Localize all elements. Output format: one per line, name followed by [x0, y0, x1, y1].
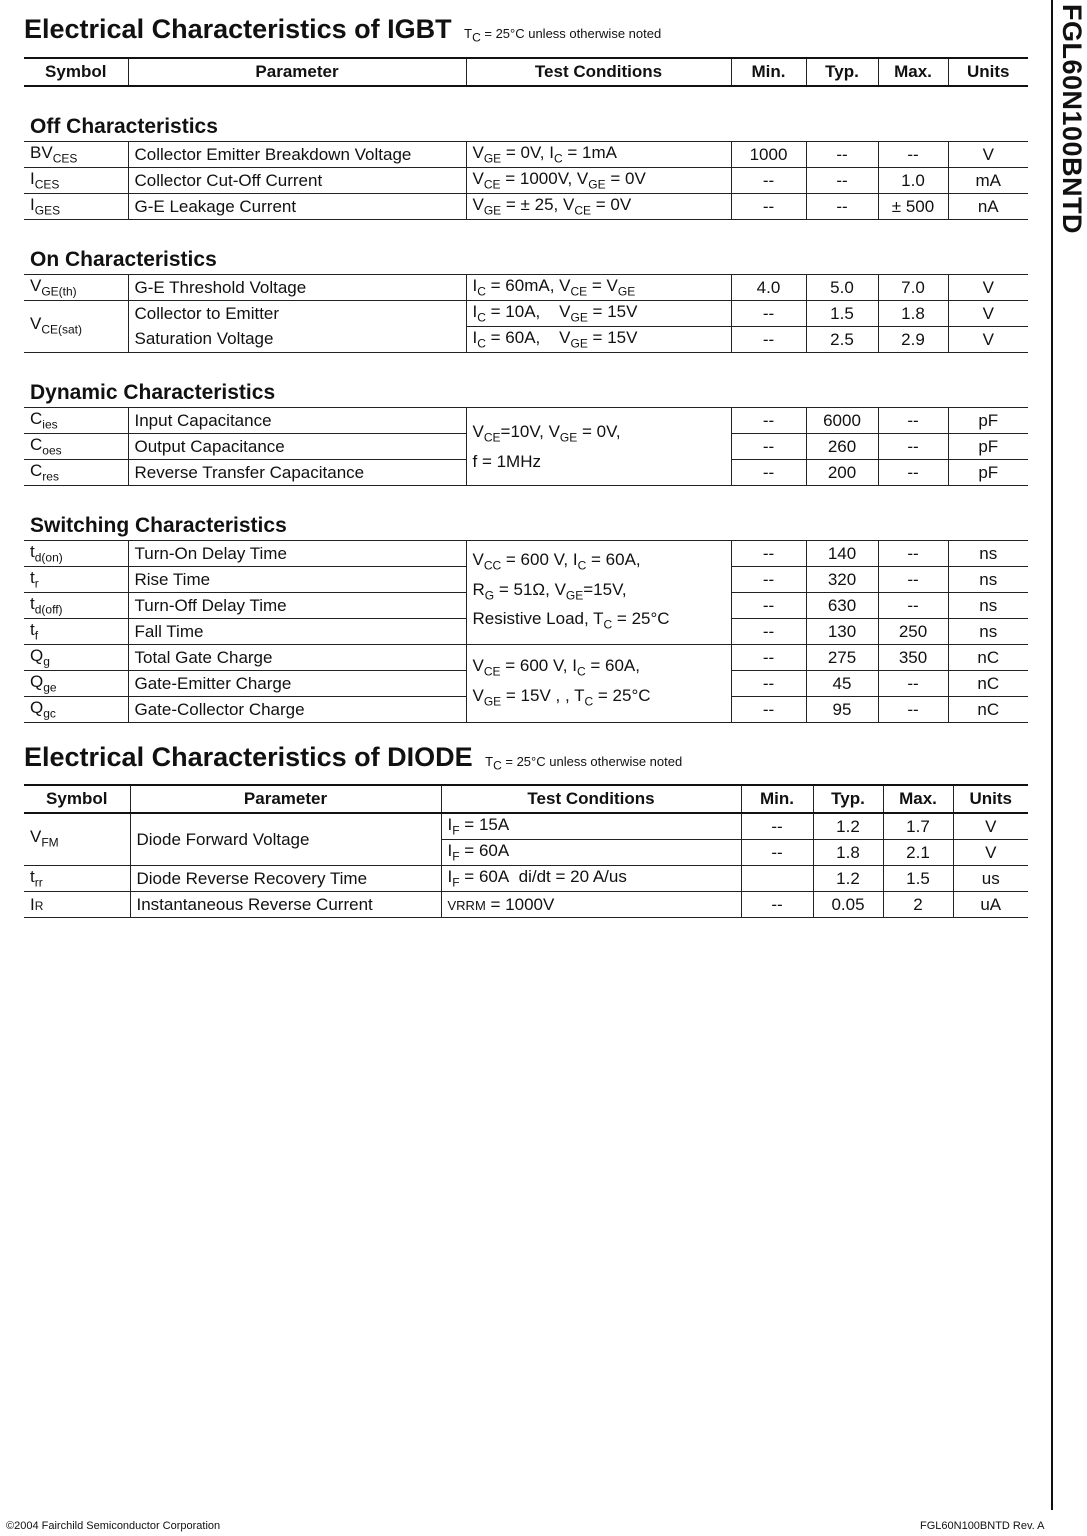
unit-cell: ns [948, 619, 1028, 645]
param-cell: Input Capacitance [128, 408, 466, 434]
cond-cell: $I_C = 60mA$, $V_{CE} = V_{GE}$ [466, 275, 731, 301]
diode-title: Electrical Characteristics of DIODE [24, 742, 473, 772]
cond-dynamic-line2: f = 1MHz [472, 451, 541, 471]
typ-cell: 2.5 [806, 327, 878, 353]
max-cell: 1.5 [883, 866, 953, 892]
typ-cell: 0.05 [813, 892, 883, 918]
typ-cell: 630 [806, 593, 878, 619]
param-cell: Gate-Emitter Charge [128, 671, 466, 697]
min-cell: -- [731, 194, 806, 220]
unit-cell: V [948, 142, 1028, 168]
symbol-tr: $t_r$ [24, 567, 128, 593]
typ-cell: 260 [806, 434, 878, 460]
symbol-vfm: $V_{FM}$ [24, 813, 130, 866]
param-cell: G-E Threshold Voltage [128, 275, 466, 301]
unit-cell: ns [948, 567, 1028, 593]
max-cell: -- [878, 567, 948, 593]
cond-cell: $V_{GE}$ = ± 25, $V_{CE} = 0V$ [466, 194, 731, 220]
param-cell: Output Capacitance [128, 434, 466, 460]
symbol-cies: $C_{ies}$ [24, 408, 128, 434]
table-row [24, 275, 1028, 301]
col-units: Units [953, 785, 1028, 813]
min-cell: -- [731, 408, 806, 434]
unit-cell: pF [948, 460, 1028, 486]
param-cell: Fall Time [128, 619, 466, 645]
typ-cell: 6000 [806, 408, 878, 434]
min-cell: -- [731, 460, 806, 486]
group-dynamic [24, 353, 1028, 408]
param-cell: Collector to Emitter [128, 301, 466, 327]
diode-section-heading [24, 742, 682, 773]
unit-cell: pF [948, 408, 1028, 434]
max-cell: 250 [878, 619, 948, 645]
cond-switching-line1: $V_{CC} = 600$ V, $I_C = 60A$, [472, 550, 641, 573]
col-parameter: Parameter [128, 58, 466, 86]
table-row [24, 327, 1028, 353]
param-cell: Collector Cut-Off Current [128, 168, 466, 194]
unit-cell: us [953, 866, 1028, 892]
unit-cell: V [948, 275, 1028, 301]
col-typ: Typ. [806, 58, 878, 86]
table-row [24, 408, 1028, 434]
col-max: Max. [878, 58, 948, 86]
unit-cell: nC [948, 697, 1028, 723]
col-min: Min. [741, 785, 813, 813]
side-title-text: FGL60N100BNTD [1057, 4, 1087, 235]
cond-cell: $I_F = 15A$ [441, 813, 741, 840]
cond-cell: $I_C = 10A$, $V_{GE} = 15V$ [466, 301, 731, 327]
col-parameter: Parameter [130, 785, 441, 813]
group-title: Off Characteristics [24, 86, 1028, 142]
max-cell: -- [878, 697, 948, 723]
unit-cell: nA [948, 194, 1028, 220]
cond-switching [466, 541, 731, 645]
cond-switching-line3: Resistive Load, $T_C = 25^\circ C$ [472, 609, 670, 632]
max-cell: -- [878, 460, 948, 486]
typ-cell: 1.5 [806, 301, 878, 327]
typ-cell: 275 [806, 645, 878, 671]
symbol-tdon: $t_{d(on)}$ [24, 541, 128, 567]
symbol-coes: $C_{oes}$ [24, 434, 128, 460]
max-cell: 1.0 [878, 168, 948, 194]
max-cell: -- [878, 434, 948, 460]
table-row [24, 813, 1028, 840]
min-cell: -- [741, 813, 813, 840]
min-cell: 1000 [731, 142, 806, 168]
unit-cell: pF [948, 434, 1028, 460]
param-cell: Turn-Off Delay Time [128, 593, 466, 619]
max-cell: -- [878, 671, 948, 697]
diode-header-row [24, 785, 1028, 813]
min-cell: -- [731, 301, 806, 327]
typ-cell: -- [806, 194, 878, 220]
min-cell: -- [731, 619, 806, 645]
cond-cell: $I_F = 60A$ di/dt = 20 A/us [441, 866, 741, 892]
min-cell: -- [731, 697, 806, 723]
max-cell: 350 [878, 645, 948, 671]
param-cell: Diode Forward Voltage [130, 813, 441, 866]
cond-cell: $I_F = 60A$ [441, 840, 741, 866]
typ-cell: -- [806, 142, 878, 168]
min-cell: -- [731, 567, 806, 593]
table-row [24, 892, 1028, 918]
symbol-qge: $Q_{ge}$ [24, 671, 128, 697]
min-cell: -- [731, 327, 806, 353]
param-cell: Reverse Transfer Capacitance [128, 460, 466, 486]
group-off [24, 86, 1028, 142]
symbol-trr: $t_{rr}$ [24, 866, 130, 892]
unit-cell: nC [948, 645, 1028, 671]
max-cell: ± 500 [878, 194, 948, 220]
param-cell: Diode Reverse Recovery Time [130, 866, 441, 892]
max-cell: -- [878, 593, 948, 619]
table-row [24, 142, 1028, 168]
param-cell: Rise Time [128, 567, 466, 593]
min-cell: 4.0 [731, 275, 806, 301]
symbol-cres: $C_{res}$ [24, 460, 128, 486]
typ-cell: -- [806, 168, 878, 194]
unit-cell: nC [948, 671, 1028, 697]
table-row [24, 866, 1028, 892]
table-row [24, 645, 1028, 671]
symbol-vgeth: $V_{GE(th)}$ [24, 275, 128, 301]
unit-cell: V [948, 301, 1028, 327]
symbol-tdoff: $t_{d(off)}$ [24, 593, 128, 619]
igbt-header-row [24, 58, 1028, 86]
igbt-section-heading [24, 14, 661, 45]
symbol-bvces: $BV_{CES}$ [24, 142, 128, 168]
group-title: Dynamic Characteristics [24, 353, 1028, 408]
min-cell: -- [731, 168, 806, 194]
typ-cell: 1.8 [813, 840, 883, 866]
diode-note: $T_C = 25^\circ C$ unless otherwise noted [485, 754, 683, 773]
typ-cell: 45 [806, 671, 878, 697]
cond-cell: $V_{CE} = 1000V$, $V_{GE} = 0V$ [466, 168, 731, 194]
col-units: Units [948, 58, 1028, 86]
unit-cell: uA [953, 892, 1028, 918]
typ-cell: 200 [806, 460, 878, 486]
col-max: Max. [883, 785, 953, 813]
symbol-qgc: $Q_{gc}$ [24, 697, 128, 723]
cond-dynamic-line1: $V_{CE}=10V$, $V_{GE} = 0V$, [472, 422, 621, 445]
unit-cell: V [948, 327, 1028, 353]
min-cell: -- [731, 671, 806, 697]
param-cell: Collector Emitter Breakdown Voltage [128, 142, 466, 168]
param-cell: Gate-Collector Charge [128, 697, 466, 723]
cond-switching-line2: $R_G = 51\Omega$, $V_{GE}=15V$, [472, 579, 627, 603]
typ-cell: 95 [806, 697, 878, 723]
max-cell: -- [878, 541, 948, 567]
unit-cell: ns [948, 541, 1028, 567]
param-cell: Total Gate Charge [128, 645, 466, 671]
cond-cell: $I_C = 60A$, $V_{GE} = 15V$ [466, 327, 731, 353]
param-cell: G-E Leakage Current [128, 194, 466, 220]
group-switching [24, 486, 1028, 541]
min-cell: -- [731, 645, 806, 671]
typ-cell: 1.2 [813, 866, 883, 892]
table-row [24, 194, 1028, 220]
symbol-iges: $I_{GES}$ [24, 194, 128, 220]
group-on [24, 220, 1028, 275]
max-cell: 2.1 [883, 840, 953, 866]
param-cell: Turn-On Delay Time [128, 541, 466, 567]
min-cell: -- [741, 840, 813, 866]
min-cell: -- [741, 892, 813, 918]
param-cell: Instantaneous Reverse Current [130, 892, 441, 918]
min-cell: -- [731, 541, 806, 567]
max-cell: -- [878, 408, 948, 434]
max-cell: 1.7 [883, 813, 953, 840]
col-typ: Typ. [813, 785, 883, 813]
unit-cell: V [953, 840, 1028, 866]
max-cell: 2.9 [878, 327, 948, 353]
max-cell: 7.0 [878, 275, 948, 301]
symbol-vcesat: $V_{CE(sat)}$ [24, 301, 128, 353]
igbt-table [24, 57, 1028, 723]
typ-cell: 320 [806, 567, 878, 593]
cond-gate-line2: $V_{GE} = 15V$ , , $T_C = 25^\circ C$ [472, 685, 651, 708]
min-cell: -- [731, 593, 806, 619]
table-row [24, 168, 1028, 194]
max-cell: 1.8 [878, 301, 948, 327]
table-row [24, 541, 1028, 567]
symbol-ices: $I_{CES}$ [24, 168, 128, 194]
typ-cell: 5.0 [806, 275, 878, 301]
table-row [24, 301, 1028, 327]
cond-cell: VRRM = 1000V [441, 892, 741, 918]
group-title: On Characteristics [24, 220, 1028, 275]
symbol-ir: IR [24, 892, 130, 918]
igbt-note: $T_C = 25^\circ C$ unless otherwise noted [464, 26, 662, 45]
unit-cell: ns [948, 593, 1028, 619]
igbt-title: Electrical Characteristics of IGBT [24, 14, 452, 44]
cond-cell: $V_{GE} = 0V$, $I_C = 1mA$ [466, 142, 731, 168]
unit-cell: V [953, 813, 1028, 840]
param-cell: Saturation Voltage [128, 327, 466, 353]
group-title: Switching Characteristics [24, 486, 1028, 541]
footer-copyright: ©2004 Fairchild Semiconductor Corporation [6, 1520, 221, 1532]
footer-revision: FGL60N100BNTD Rev. A [920, 1520, 1045, 1532]
unit-cell: mA [948, 168, 1028, 194]
col-conditions: Test Conditions [441, 785, 741, 813]
col-symbol: Symbol [24, 785, 130, 813]
diode-table [24, 784, 1028, 918]
col-min: Min. [731, 58, 806, 86]
cond-dynamic [466, 408, 731, 486]
max-cell: -- [878, 142, 948, 168]
cond-gate-line1: $V_{CE} = 600$ V, $I_C = 60A$, [472, 656, 640, 679]
side-title [1056, 4, 1086, 294]
symbol-qg: $Q_g$ [24, 645, 128, 671]
col-symbol: Symbol [24, 58, 128, 86]
typ-cell: 1.2 [813, 813, 883, 840]
typ-cell: 140 [806, 541, 878, 567]
max-cell: 2 [883, 892, 953, 918]
min-cell: -- [731, 434, 806, 460]
min-cell [741, 866, 813, 892]
col-conditions: Test Conditions [466, 58, 731, 86]
typ-cell: 130 [806, 619, 878, 645]
cond-gate [466, 645, 731, 723]
symbol-tf: $t_f$ [24, 619, 128, 645]
